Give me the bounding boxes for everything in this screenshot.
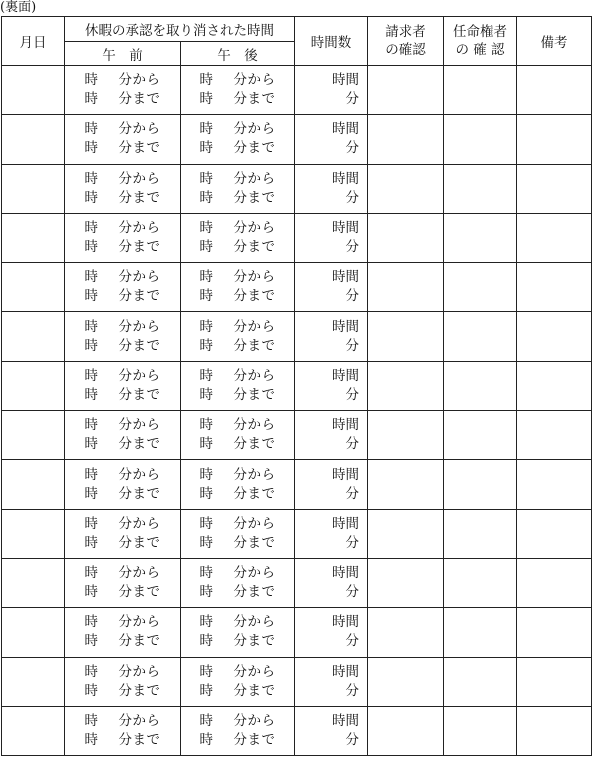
hour-label: 時 [199, 386, 214, 403]
requester-confirm-cell[interactable] [368, 263, 444, 312]
requester-confirm-cell[interactable] [368, 164, 444, 213]
until-minutes-label: 分まで [118, 732, 161, 748]
until-minutes-label: 分まで [233, 337, 276, 354]
hour-label: 時 [84, 189, 99, 206]
minutes-label: 分 [345, 732, 359, 748]
am-time-cell[interactable] [65, 657, 181, 706]
hour-label: 時 [84, 121, 99, 138]
from-minutes-label: 分から [118, 269, 161, 286]
minutes-label: 分 [345, 239, 359, 256]
pm-time-cell[interactable] [181, 263, 295, 312]
remarks-cell[interactable] [517, 115, 592, 164]
pm-time-cell[interactable] [181, 312, 295, 361]
month-day-cell[interactable] [2, 608, 65, 657]
remarks-cell[interactable] [517, 66, 592, 115]
from-minutes-label: 分から [233, 318, 276, 335]
hour-label: 時 [199, 417, 214, 434]
header-requester-confirm [368, 17, 444, 66]
pm-time-cell[interactable] [181, 608, 295, 657]
page-caption: (裏面) [0, 0, 37, 15]
hours-cell[interactable] [295, 509, 368, 558]
hour-label: 時 [199, 614, 214, 631]
am-time-cell[interactable] [65, 66, 181, 115]
from-minutes-label: 分から [233, 170, 276, 187]
appointer-confirm-cell[interactable] [444, 263, 517, 312]
until-minutes-label: 分まで [118, 189, 161, 206]
table-row [2, 558, 592, 607]
table-row [2, 509, 592, 558]
table-row [2, 460, 592, 509]
hour-label: 時 [199, 732, 214, 748]
header-appointer-line1: 任命権者 [453, 24, 507, 40]
hours-cell[interactable] [295, 361, 368, 410]
am-time-cell[interactable] [65, 509, 181, 558]
requester-confirm-cell[interactable] [368, 213, 444, 262]
hour-label: 時 [199, 466, 214, 483]
from-minutes-label: 分から [233, 565, 276, 582]
hours-label: 時間 [332, 220, 359, 237]
hours-cell[interactable] [295, 312, 368, 361]
hour-label: 時 [84, 269, 99, 286]
hour-label: 時 [199, 633, 214, 650]
until-minutes-label: 分まで [233, 436, 276, 453]
hour-label: 時 [199, 367, 214, 384]
from-minutes-label: 分から [118, 170, 161, 187]
requester-confirm-cell[interactable] [368, 411, 444, 460]
table-row [2, 213, 592, 262]
remarks-cell[interactable] [517, 558, 592, 607]
from-minutes-label: 分から [233, 614, 276, 631]
hour-label: 時 [199, 663, 214, 680]
hours-cell[interactable] [295, 213, 368, 262]
from-minutes-label: 分から [233, 220, 276, 237]
month-day-cell[interactable] [2, 558, 65, 607]
hours-label: 時間 [332, 72, 359, 89]
from-minutes-label: 分から [233, 663, 276, 680]
remarks-cell[interactable] [517, 411, 592, 460]
minutes-label: 分 [345, 584, 359, 601]
header-pm: 午 後 [181, 42, 295, 66]
requester-confirm-cell[interactable] [368, 460, 444, 509]
hour-label: 時 [84, 485, 99, 502]
hour-label: 時 [84, 436, 99, 453]
requester-confirm-cell[interactable] [368, 509, 444, 558]
am-time-cell[interactable] [65, 263, 181, 312]
minutes-label: 分 [345, 633, 359, 650]
appointer-confirm-cell[interactable] [444, 164, 517, 213]
from-minutes-label: 分から [118, 614, 161, 631]
from-minutes-label: 分から [118, 220, 161, 237]
from-minutes-label: 分から [118, 318, 161, 335]
remarks-cell[interactable] [517, 263, 592, 312]
appointer-confirm-cell[interactable] [444, 66, 517, 115]
header-hours: 時間数 [295, 17, 368, 66]
remarks-cell[interactable] [517, 213, 592, 262]
month-day-cell[interactable] [2, 361, 65, 410]
appointer-confirm-cell[interactable] [444, 213, 517, 262]
until-minutes-label: 分まで [233, 91, 276, 108]
remarks-cell[interactable] [517, 657, 592, 706]
until-minutes-label: 分まで [233, 534, 276, 551]
hour-label: 時 [199, 534, 214, 551]
until-minutes-label: 分まで [233, 239, 276, 256]
table-row [2, 608, 592, 657]
hour-label: 時 [84, 170, 99, 187]
hour-label: 時 [84, 713, 99, 729]
minutes-label: 分 [345, 485, 359, 502]
hour-label: 時 [84, 534, 99, 551]
until-minutes-label: 分まで [118, 682, 161, 699]
hour-label: 時 [84, 417, 99, 434]
am-time-cell[interactable] [65, 164, 181, 213]
header-requester-line2: の確認 [385, 42, 426, 58]
hour-label: 時 [84, 515, 99, 532]
hours-label: 時間 [332, 318, 359, 335]
hour-label: 時 [84, 584, 99, 601]
from-minutes-label: 分から [118, 466, 161, 483]
appointer-confirm-cell[interactable] [444, 608, 517, 657]
hour-label: 時 [84, 732, 99, 748]
until-minutes-label: 分まで [233, 386, 276, 403]
table-row [2, 706, 592, 755]
hour-label: 時 [199, 91, 214, 108]
hour-label: 時 [84, 337, 99, 354]
until-minutes-label: 分まで [233, 189, 276, 206]
minutes-label: 分 [345, 386, 359, 403]
from-minutes-label: 分から [118, 417, 161, 434]
until-minutes-label: 分まで [118, 337, 161, 354]
from-minutes-label: 分から [233, 269, 276, 286]
hours-cell[interactable] [295, 608, 368, 657]
table-body [2, 66, 592, 756]
month-day-cell[interactable] [2, 263, 65, 312]
table-row [2, 164, 592, 213]
table-row [2, 411, 592, 460]
hours-label: 時間 [332, 614, 359, 631]
hour-label: 時 [199, 436, 214, 453]
until-minutes-label: 分まで [233, 682, 276, 699]
am-time-cell[interactable] [65, 361, 181, 410]
pm-time-cell[interactable] [181, 460, 295, 509]
until-minutes-label: 分まで [233, 140, 276, 157]
until-minutes-label: 分まで [118, 140, 161, 157]
requester-confirm-cell[interactable] [368, 706, 444, 755]
hour-label: 時 [84, 614, 99, 631]
remarks-cell[interactable] [517, 361, 592, 410]
am-time-cell[interactable] [65, 608, 181, 657]
until-minutes-label: 分まで [233, 288, 276, 305]
appointer-confirm-cell[interactable] [444, 558, 517, 607]
hour-label: 時 [199, 713, 214, 729]
minutes-label: 分 [345, 140, 359, 157]
appointer-confirm-cell[interactable] [444, 460, 517, 509]
appointer-confirm-cell[interactable] [444, 706, 517, 755]
remarks-cell[interactable] [517, 460, 592, 509]
hour-label: 時 [84, 91, 99, 108]
requester-confirm-cell[interactable] [368, 558, 444, 607]
hours-cell[interactable] [295, 411, 368, 460]
hour-label: 時 [199, 239, 214, 256]
from-minutes-label: 分から [118, 367, 161, 384]
appointer-confirm-cell[interactable] [444, 361, 517, 410]
from-minutes-label: 分から [233, 515, 276, 532]
hour-label: 時 [84, 633, 99, 650]
leave-cancellation-table [1, 16, 592, 756]
from-minutes-label: 分から [233, 121, 276, 138]
hour-label: 時 [199, 485, 214, 502]
header-month-day: 月日 [2, 17, 65, 66]
hour-label: 時 [84, 565, 99, 582]
requester-confirm-cell[interactable] [368, 657, 444, 706]
until-minutes-label: 分まで [233, 732, 276, 748]
am-time-cell[interactable] [65, 706, 181, 755]
until-minutes-label: 分まで [118, 91, 161, 108]
from-minutes-label: 分から [233, 367, 276, 384]
until-minutes-label: 分まで [233, 584, 276, 601]
table-row [2, 66, 592, 115]
hours-label: 時間 [332, 269, 359, 286]
table-row [2, 657, 592, 706]
remarks-cell[interactable] [517, 509, 592, 558]
from-minutes-label: 分から [233, 417, 276, 434]
hours-label: 時間 [332, 565, 359, 582]
month-day-cell[interactable] [2, 657, 65, 706]
hour-label: 時 [84, 318, 99, 335]
hour-label: 時 [199, 682, 214, 699]
am-time-cell[interactable] [65, 558, 181, 607]
am-time-cell[interactable] [65, 213, 181, 262]
hour-label: 時 [199, 565, 214, 582]
until-minutes-label: 分まで [118, 239, 161, 256]
hours-cell[interactable] [295, 706, 368, 755]
hours-label: 時間 [332, 170, 359, 187]
hour-label: 時 [199, 318, 214, 335]
minutes-label: 分 [345, 534, 359, 551]
header-row-1 [2, 17, 592, 42]
hour-label: 時 [84, 72, 99, 89]
from-minutes-label: 分から [118, 121, 161, 138]
hour-label: 時 [84, 682, 99, 699]
from-minutes-label: 分から [118, 663, 161, 680]
pm-time-cell[interactable] [181, 509, 295, 558]
minutes-label: 分 [345, 436, 359, 453]
pm-time-cell[interactable] [181, 411, 295, 460]
hours-cell[interactable] [295, 164, 368, 213]
table-row [2, 115, 592, 164]
hour-label: 時 [84, 663, 99, 680]
minutes-label: 分 [345, 91, 359, 108]
from-minutes-label: 分から [118, 515, 161, 532]
pm-time-cell[interactable] [181, 706, 295, 755]
am-time-cell[interactable] [65, 312, 181, 361]
month-day-cell[interactable] [2, 706, 65, 755]
hours-label: 時間 [332, 367, 359, 384]
hour-label: 時 [84, 367, 99, 384]
month-day-cell[interactable] [2, 312, 65, 361]
hour-label: 時 [199, 220, 214, 237]
hour-label: 時 [84, 220, 99, 237]
hours-cell[interactable] [295, 558, 368, 607]
hour-label: 時 [84, 239, 99, 256]
hour-label: 時 [199, 140, 214, 157]
hour-label: 時 [199, 121, 214, 138]
hour-label: 時 [84, 386, 99, 403]
pm-time-cell[interactable] [181, 115, 295, 164]
until-minutes-label: 分まで [118, 584, 161, 601]
hour-label: 時 [199, 170, 214, 187]
until-minutes-label: 分まで [233, 485, 276, 502]
am-time-cell[interactable] [65, 411, 181, 460]
hour-label: 時 [84, 140, 99, 157]
month-day-cell[interactable] [2, 213, 65, 262]
pm-time-cell[interactable] [181, 361, 295, 410]
am-time-cell[interactable] [65, 115, 181, 164]
month-day-cell[interactable] [2, 164, 65, 213]
pm-time-cell[interactable] [181, 213, 295, 262]
remarks-cell[interactable] [517, 608, 592, 657]
until-minutes-label: 分まで [118, 633, 161, 650]
hours-label: 時間 [332, 515, 359, 532]
hours-label: 時間 [332, 121, 359, 138]
requester-confirm-cell[interactable] [368, 115, 444, 164]
remarks-cell[interactable] [517, 706, 592, 755]
am-time-cell[interactable] [65, 460, 181, 509]
requester-confirm-cell[interactable] [368, 66, 444, 115]
hours-label: 時間 [332, 663, 359, 680]
hour-label: 時 [199, 72, 214, 89]
hour-label: 時 [84, 466, 99, 483]
hour-label: 時 [84, 288, 99, 305]
header-appointer-confirm [444, 17, 517, 66]
hours-label: 時間 [332, 713, 359, 729]
hours-label: 時間 [332, 417, 359, 434]
appointer-confirm-cell[interactable] [444, 115, 517, 164]
hour-label: 時 [199, 189, 214, 206]
minutes-label: 分 [345, 337, 359, 354]
from-minutes-label: 分から [233, 713, 276, 729]
header-appointer-line2: の 確 認 [455, 42, 505, 58]
hour-label: 時 [199, 288, 214, 305]
hours-cell[interactable] [295, 657, 368, 706]
minutes-label: 分 [345, 189, 359, 206]
requester-confirm-cell[interactable] [368, 361, 444, 410]
from-minutes-label: 分から [118, 565, 161, 582]
pm-time-cell[interactable] [181, 657, 295, 706]
minutes-label: 分 [345, 682, 359, 699]
header-am: 午 前 [65, 42, 181, 66]
header-cancelled-period: 休暇の承認を取り消された時間 [65, 17, 295, 42]
hours-label: 時間 [332, 466, 359, 483]
requester-confirm-cell[interactable] [368, 608, 444, 657]
until-minutes-label: 分まで [233, 633, 276, 650]
hours-cell[interactable] [295, 460, 368, 509]
until-minutes-label: 分まで [118, 436, 161, 453]
header-requester-line1: 請求者 [385, 24, 426, 40]
remarks-cell[interactable] [517, 164, 592, 213]
table-row [2, 361, 592, 410]
hour-label: 時 [199, 269, 214, 286]
from-minutes-label: 分から [118, 713, 161, 729]
month-day-cell[interactable] [2, 460, 65, 509]
appointer-confirm-cell[interactable] [444, 509, 517, 558]
hour-label: 時 [199, 584, 214, 601]
table-row [2, 263, 592, 312]
hour-label: 時 [199, 515, 214, 532]
hour-label: 時 [199, 337, 214, 354]
from-minutes-label: 分から [233, 466, 276, 483]
month-day-cell[interactable] [2, 509, 65, 558]
appointer-confirm-cell[interactable] [444, 411, 517, 460]
until-minutes-label: 分まで [118, 386, 161, 403]
month-day-cell[interactable] [2, 115, 65, 164]
pm-time-cell[interactable] [181, 66, 295, 115]
pm-time-cell[interactable] [181, 558, 295, 607]
until-minutes-label: 分まで [118, 534, 161, 551]
remarks-cell[interactable] [517, 312, 592, 361]
hours-cell[interactable] [295, 115, 368, 164]
appointer-confirm-cell[interactable] [444, 657, 517, 706]
from-minutes-label: 分から [118, 72, 161, 89]
from-minutes-label: 分から [233, 72, 276, 89]
month-day-cell[interactable] [2, 66, 65, 115]
month-day-cell[interactable] [2, 411, 65, 460]
hours-cell[interactable] [295, 263, 368, 312]
requester-confirm-cell[interactable] [368, 312, 444, 361]
header-remarks: 備考 [517, 17, 592, 66]
pm-time-cell[interactable] [181, 164, 295, 213]
appointer-confirm-cell[interactable] [444, 312, 517, 361]
hours-cell[interactable] [295, 66, 368, 115]
minutes-label: 分 [345, 288, 359, 305]
table-row [2, 312, 592, 361]
until-minutes-label: 分まで [118, 485, 161, 502]
until-minutes-label: 分まで [118, 288, 161, 305]
